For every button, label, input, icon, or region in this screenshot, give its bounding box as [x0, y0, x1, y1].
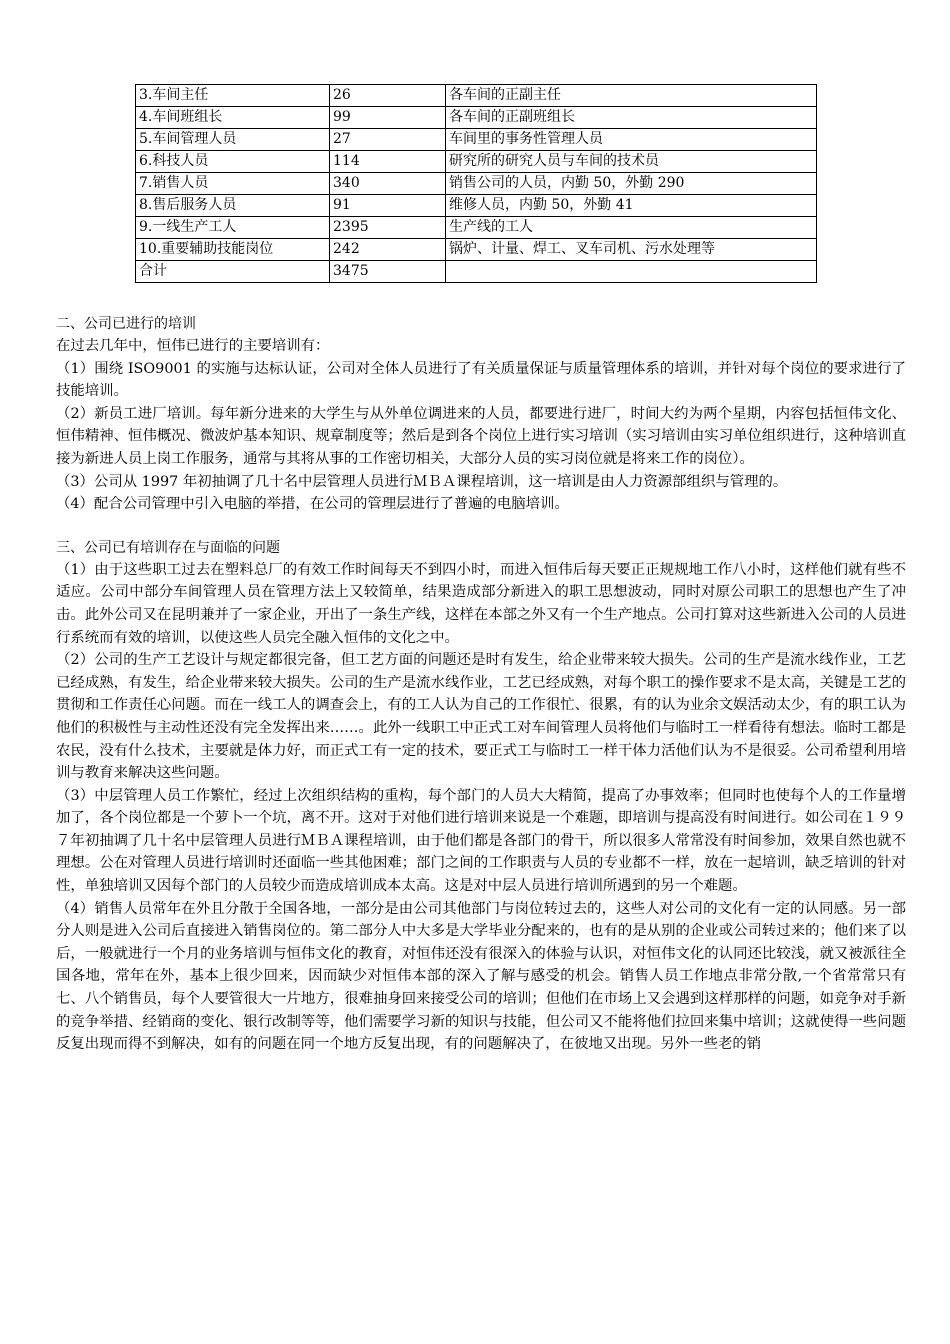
table-row: [136, 129, 817, 151]
table-cell-count: 26: [330, 85, 446, 107]
document-page: [56, 84, 906, 1056]
paragraph: （3）中层管理人员工作繁忙，经过上次组织结构的重构，每个部门的人员大大精简，提高了办事效率；但同时也使每个人的工作量增加了，各个岗位都是一个萝卜一个坑，离不开。这对于对他们进行培训来说是一个难题，即培训与提高没有时间进行。如公司在１９９７年初抽调了几十名中层管理人员进行ＭＢＡ课程培训，由于他们都是各部门的骨干，所以很多人常常没有时间参加，效果自然也就不理想。公在对管理人员进行培训时还面临一些其他困难；部门之间的工作职责与人员的专业都不一样，放在一起培训，缺乏培训的针对性，单独培训又因每个部门的人员较少而造成培训成本太高。这是对中层人员进行培训所遇到的另一个难题。: [56, 787, 906, 895]
table-cell-category: 9.一线生产工人: [136, 217, 330, 239]
table-cell-note: 各车间的正副班组长: [446, 107, 817, 129]
section-training-problems: [56, 537, 906, 1056]
paragraph: （2）公司的生产工艺设计与规定都很完备，但工艺方面的问题还是时有发生，给企业带来较大损失。公司的生产是流水线作业，工艺已经成熟，有发生，给企业带来较大损失。公司的生产是流水线作业，工艺已经成熟，对每个职工的操作要求不是太高，关键是工艺的贯彻和工作责任心问题。而在一线工人的调查会上，有的工人认为自己的工作很忙、很累，有的认为业余文娱活动太少，有的职工认为他们的积极性与主动性还没有完全发挥出来……。此外一线职工中正式工对车间管理人员将他们与临时工一样看待有想法。临时工都是农民，没有什么技术，主要就是体力好，而正式工有一定的技术，要正式工与临时工一样干体力活他们认为不是很妥。公司希望利用培训与教育来解决这些问题。: [56, 652, 906, 782]
table-cell-category: 3.车间主任: [136, 85, 330, 107]
table-row: [136, 107, 817, 129]
table-cell-count: 99: [330, 107, 446, 129]
table-row: [136, 151, 817, 173]
paragraph: 在过去几年中，恒伟已进行的主要培训有：: [56, 338, 330, 354]
staff-table-body: [136, 85, 817, 283]
table-cell-count: 242: [330, 239, 446, 261]
table-cell-note: 维修人员，内勤 50，外勤 41: [446, 195, 817, 217]
paragraph: （2）新员工进厂培训。每年新分进来的大学生与从外单位调进来的人员，都要进行进厂，时间大约为两个星期，内容包括恒伟文化、恒伟精神、恒伟概况、微波炉基本知识、规章制度等；然后是到各个岗位上进行实习培训（实习培训由实习单位组织进行，这种培训直接为新进人员上岗工作服务，通常与其将从事的工作密切相关，大部分人员的实习岗位就是将来工作的岗位）。: [56, 405, 906, 467]
section-completed-training: [56, 313, 906, 516]
table-cell-note: 生产线的工人: [446, 217, 817, 239]
table-cell-category: 8.售后服务人员: [136, 195, 330, 217]
section-title: 三、公司已有培训存在与面临的问题: [56, 539, 280, 556]
table-cell-category: 10.重要辅助技能岗位: [136, 239, 330, 261]
table-row: [136, 239, 817, 261]
table-cell-category: 6.科技人员: [136, 151, 330, 173]
paragraph: （4）销售人员常年在外且分散于全国各地，一部分是由公司其他部门与岗位转过去的，这些人对公司的文化有一定的认同感。另一部分人则是进入公司后直接进入销售岗位的。第二部分人中大多是大学毕业分配来的，也有的是从别的企业或公司转过来的；他们来了以后，一般就进行一个月的业务培训与恒伟文化的教育，对恒伟还没有很深入的体验与认识，对恒伟文化的认同还比较浅，就又被派往全国各地，常年在外，基本上很少回来，因而缺少对恒伟本部的深入了解与感受的机会。销售人员工作地点非常分散,一个省常常只有七、八个销售员，每个人要管很大一片地方，很难抽身回来接受公司的培训；但他们在市场上又会遇到这样那样的问题，如竞争对手新的竞争举措、经销商的变化、银行改制等等，他们需要学习新的知识与技能，但公司又不能将他们拉回来集中培训；这就使得一些问题反复出现而得不到解决，如有的问题在同一个地方反复出现，有的问题解决了，在彼地又出现。另外一些老的销: [56, 900, 906, 1053]
paragraph: （3）公司从 1997 年初抽调了几十名中层管理人员进行ＭＢＡ课程培训，这一培训是由人力资源部组织与管理的。: [56, 473, 788, 490]
table-row: [136, 173, 817, 195]
table-cell-note: 研究所的研究人员与车间的技术员: [446, 151, 817, 173]
paragraph: （4）配合公司管理中引入电脑的举措，在公司的管理层进行了普遍的电脑培训。: [56, 496, 569, 513]
table-row: [136, 85, 817, 107]
table-cell-category: 5.车间管理人员: [136, 129, 330, 151]
table-row-total: [136, 261, 817, 283]
paragraph: （1）围绕 ISO9001 的实施与达标认证，公司对全体人员进行了有关质量保证与质量管理体系的培训，并针对每个岗位的要求进行了技能培训。: [56, 360, 906, 400]
table-row: [136, 217, 817, 239]
table-cell-category: 4.车间班组长: [136, 107, 330, 129]
table-cell-category: 合计: [136, 261, 330, 283]
table-cell-note: 车间里的事务性管理人员: [446, 129, 817, 151]
table-cell-note: 各车间的正副主任: [446, 85, 817, 107]
section-title: 二、公司已进行的培训: [56, 316, 196, 332]
table-cell-count: 2395: [330, 217, 446, 239]
staff-table: [135, 84, 817, 283]
table-cell-note: [446, 261, 817, 283]
table-cell-count: 114: [330, 151, 446, 173]
table-row: [136, 195, 817, 217]
table-cell-count: 3475: [330, 261, 446, 283]
table-cell-note: 销售公司的人员，内勤 50，外勤 290: [446, 173, 817, 195]
paragraph: （1）由于这些职工过去在塑料总厂的有效工作时间每天不到四小时，而进入恒伟后每天要正正规规地工作八小时，这样他们就有些不适应。公司中部分车间管理人员在管理方法上又较简单，结果造成部分新进入的职工思想波动，同时对原公司职工的思想也产生了冲击。此外公司又在昆明兼并了一家企业，开出了一条生产线，这样在本部之外又有一个生产地点。公司打算对这些新进入公司的人员进行系统而有效的培训，以使这些人员完全融入恒伟的文化之中。: [56, 561, 906, 646]
table-cell-count: 91: [330, 195, 446, 217]
table-cell-note: 锅炉、计量、焊工、叉车司机、污水处理等: [446, 239, 817, 261]
table-cell-count: 340: [330, 173, 446, 195]
table-cell-count: 27: [330, 129, 446, 151]
table-cell-category: 7.销售人员: [136, 173, 330, 195]
